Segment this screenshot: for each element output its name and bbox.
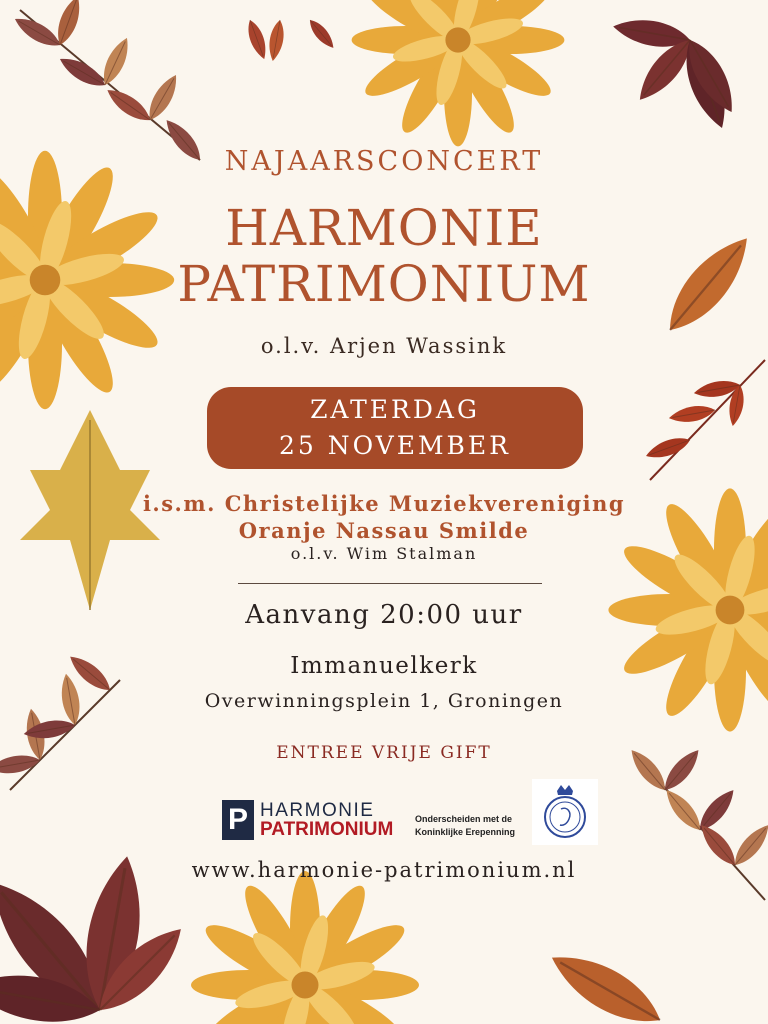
divider [238,583,542,584]
chrysanthemum-icon [352,0,565,146]
guest-conductor: o.l.v. Wim Stalman [290,544,478,563]
autumn-leaf-icon [542,940,670,1024]
autumn-leaf-icon [643,360,765,480]
conductor: o.l.v. Arjen Wassink [260,334,508,358]
date-day: 25 NOVEMBER [278,431,512,460]
guest-line-2: Oranje Nassau Smilde [238,518,530,543]
chrysanthemum-icon [191,871,419,1024]
autumn-leaf-icon [611,14,743,133]
start-time: Aanvang 20:00 uur [245,600,523,630]
logo-line-2: PATRIMONIUM [260,819,394,840]
date-weekday: ZATERDAG [310,395,480,424]
address: Overwinningsplein 1, Groningen [204,690,564,712]
autumn-leaf-icon [11,0,206,165]
logo-line-1: HARMONIE [260,800,375,821]
page-title [0,200,768,312]
royal-medal-icon [532,779,598,845]
date-badge [207,387,583,469]
entry-info: ENTREE VRIJE GIFT [276,743,492,763]
website-link[interactable]: www.harmonie-patrimonium.nl [191,858,577,882]
guest-line-1: i.s.m. Christelijke Muziekvereniging [142,491,626,516]
logo-mark: P [222,800,254,840]
guest-ensemble [0,490,768,544]
honor-text [415,813,515,839]
autumn-leaf-icon [244,16,338,62]
honor-line-1: Onderscheiden met de [415,814,513,824]
title-line-1: HARMONIE [225,199,543,257]
concert-type: NAJAARSCONCERT [224,146,544,177]
honor-line-2: Koninklijke Erepenning [415,827,516,837]
venue: Immanuelkerk [290,653,478,679]
title-line-2: PATRIMONIUM [177,255,591,313]
